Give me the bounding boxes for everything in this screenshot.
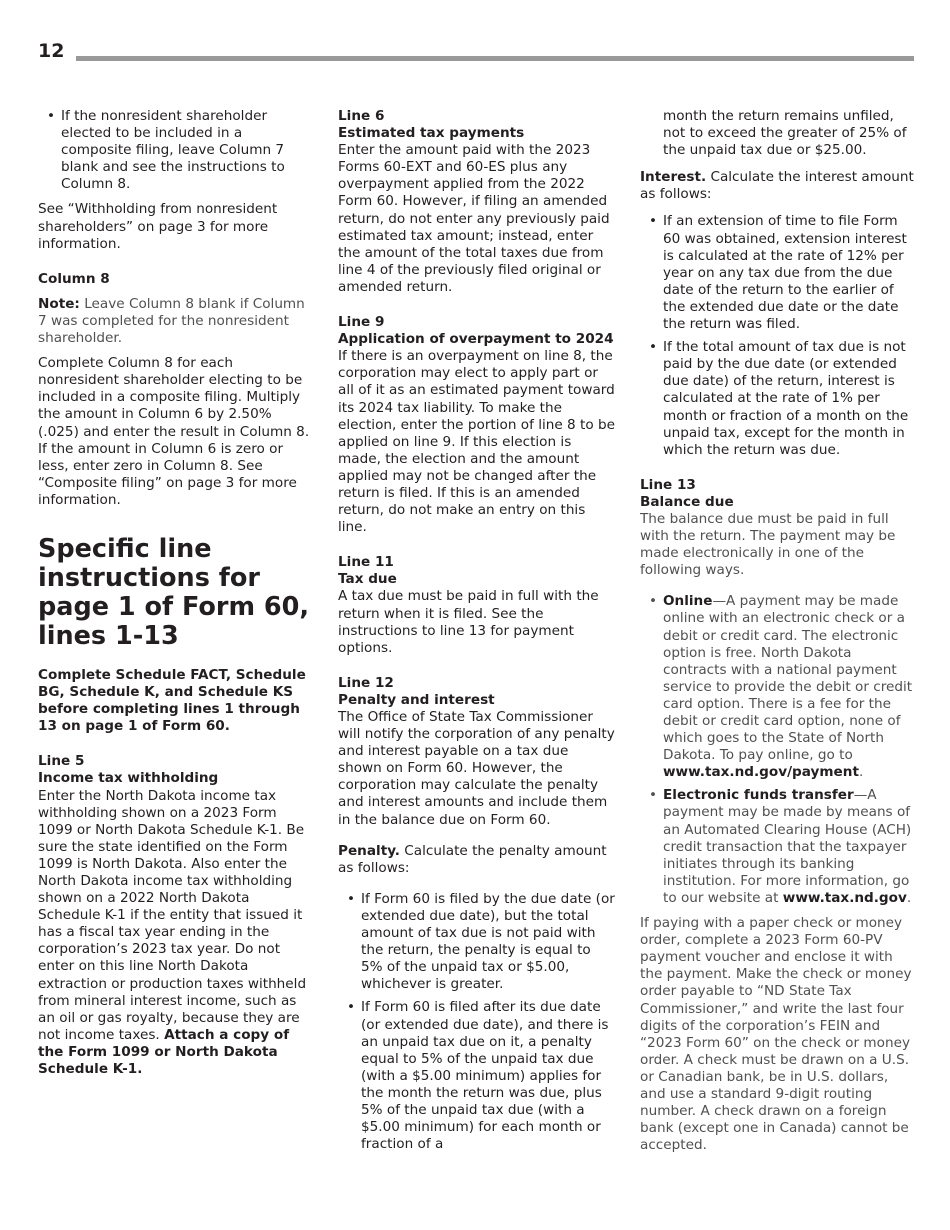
list-item — [640, 787, 918, 907]
column7-bullet-list — [38, 108, 314, 193]
online-label: Online — [663, 593, 713, 610]
payment-link[interactable]: www.tax.nd.gov/payment — [663, 764, 859, 781]
line11-text: A tax due must be paid in full with the return when it is filed. See the instructions to line 13 for payment options. — [338, 588, 599, 656]
column-3 — [640, 108, 918, 1162]
list-item — [640, 593, 918, 781]
line6-title: Estimated tax payments — [338, 125, 525, 142]
interest-text: Calculate the interest amount as follows: — [640, 169, 914, 203]
column-1 — [38, 108, 314, 1086]
note-text: Leave Column 8 blank if Column 7 was completed for the nonresident shareholder. — [38, 295, 305, 347]
interest-bullet-list — [640, 213, 918, 458]
interest-label: Interest. — [640, 169, 707, 186]
line5-attach-note: Attach a copy of the Form 1099 or North Dakota Schedule K-1. — [38, 1026, 290, 1078]
line9-title: Application of overpayment to 2024 — [338, 331, 614, 348]
column8-instructions: Complete Column 8 for each nonresident shareholder electing to be included in a composite filing. Multiply the amount in Column 6 by 2.50% (.025) and enter the result in Column 8. If the amount in Column 6 is zero or less, enter zero in Column 8. See “Composite filing” on page 3 for more information. — [38, 355, 310, 508]
eft-end: . — [906, 889, 912, 906]
column8-note — [38, 296, 314, 347]
line12-text: The Office of State Tax Commissioner will notify the corporation of any penalty and interest payable on a tax due shown on Form 60. However, the corporation may calculate the penalty and interest amounts and include them in the balance due on Form 60. — [338, 709, 615, 828]
eft-label: Electronic funds transfer — [663, 787, 854, 804]
interest-intro — [640, 169, 918, 203]
line6-text: Enter the amount paid with the 2023 Forms 60-EXT and 60-ES plus any overpayment applied from the 2022 Form 60. However, if filing an amended return, do not enter any previously paid estimated tax amount; instead, enter the amount of the total taxes due from line 4 of the previously filed original or amended return. — [338, 142, 610, 295]
withholding-reference: See “Withholding from nonresident shareholders” on page 3 for more information. — [38, 201, 278, 252]
penalty-intro — [338, 843, 616, 877]
line6-label: Line 6 — [338, 108, 385, 124]
online-end: . — [858, 764, 864, 781]
line13-title: Balance due — [640, 493, 734, 510]
paper-check-instructions: If paying with a paper check or money order, complete a 2023 Form 60-PV payment voucher and enclose it with the payment. Make the check or money order payable to “ND State Tax Commissioner,” and write the last four digits of the corporation’s FEIN and “2023 Form 60” on the check or money order. A check must be drawn on a U.S. or Canadian bank, be in U.S. dollars, and use a standard 9-digit routing number. A check drawn on a foreign bank (except one in Canada) cannot be accepted. — [640, 915, 912, 1154]
penalty-text: Calculate the penalty amount as follows: — [338, 842, 607, 876]
list-item: • If the total amount of tax due is not paid by the due date (or extended due date) of the return, interest is calculated at the rate of 1% per month or fraction of a month on the unpaid tax, except for the month in which the return was due. — [640, 339, 918, 459]
online-text: —A payment may be made online with an electronic check or a debit or credit card. The electronic option is free. North Dakota contracts with a national payment service to provide the debit or credit card option. There is a fee for the debit or credit card option, none of which goes to the State of North Dakota. To pay online, go to — [663, 593, 913, 764]
note-label: Note: — [38, 295, 80, 312]
section-title: Specific line instructions for page 1 of Form 60, lines 1-13 — [38, 533, 310, 651]
website-link[interactable]: www.tax.nd.gov — [782, 889, 907, 906]
page-number: 12 — [38, 40, 65, 62]
line5-body: Enter the North Dakota income tax withholding shown on a 2023 Form 1099 or North Dakota Schedule K-1. Be sure the state identified on the Form 1099 is North Dakota. Also enter the North Dakota income tax withholding shown on a 2022 North Dakota Schedule K-1 if the entity that issued it has a fiscal tax year ending in the corporation’s 2023 tax year. Do not enter on this line North Dakota extraction or production taxes withheld from mineral interest income, such as an oil or gas royalty, because they are not income taxes. — [38, 787, 307, 1043]
line13-label: Line 13 — [640, 476, 696, 493]
line5-text — [38, 788, 314, 1079]
column8-heading: Column 8 — [38, 270, 110, 287]
penalty-bullet-list — [338, 891, 616, 1153]
line9-text: If there is an overpayment on line 8, the corporation may elect to apply part or all of it as an estimated payment toward its 2024 tax liability. To make the election, enter the portion of line 8 to be applied on line 9. If this election is made, the election and the amount applied may not be changed after the return is filed. If this is an amended return, do not make an entry on this line. — [338, 348, 615, 536]
line5-label: Line 5 — [38, 753, 85, 770]
header-rule — [76, 56, 914, 61]
line11-title: Tax due — [338, 571, 397, 588]
eft-text: —A payment may be made by means of an Automated Clearing House (ACH) credit transaction that the taxpayer initiates through its banking institution. For more information, go to our website at — [663, 787, 912, 906]
payment-options-list — [640, 593, 918, 907]
list-item: • If the nonresident shareholder elected to be included in a composite filing, leave Column 7 blank and see the instructions to Column 8. — [38, 108, 314, 193]
list-item: • If Form 60 is filed after its due date (or extended due date), and there is an unpaid tax due on it, a penalty equal to 5% of the unpaid tax due (with a $5.00 minimum) applies for the month the return was due, plus 5% of the unpaid tax due (with a $5.00 minimum) for each month or fraction of a — [338, 999, 616, 1153]
line13-text: The balance due must be paid in full with the return. The payment may be made electronically in one of the following ways. — [640, 510, 896, 579]
column-2 — [338, 108, 616, 1161]
line5-title: Income tax withholding — [38, 770, 219, 787]
list-item: • If an extension of time to file Form 60 was obtained, extension interest is calculated at the rate of 12% per year on any tax due from the due date of the return to the earlier of the extended due date or the date the return was filed. — [640, 213, 918, 333]
section-intro: Complete Schedule FACT, Schedule BG, Schedule K, and Schedule KS before completing lines 1 through 13 on page 1 of Form 60. — [38, 666, 306, 735]
line11-label: Line 11 — [338, 554, 394, 571]
line9-label: Line 9 — [338, 314, 385, 331]
penalty-bullet-continuation: month the return remains unfiled, not to exceed the greater of 25% of the unpaid tax due or $25.00. — [663, 108, 907, 159]
line12-label: Line 12 — [338, 674, 394, 691]
penalty-label: Penalty. — [338, 842, 400, 859]
list-item: • If Form 60 is filed by the due date (or extended due date), but the total amount of tax due is not paid with the return, the penalty is equal to 5% of the unpaid tax or $5.00, whichever is greater. — [338, 891, 616, 994]
line12-title: Penalty and interest — [338, 691, 495, 708]
